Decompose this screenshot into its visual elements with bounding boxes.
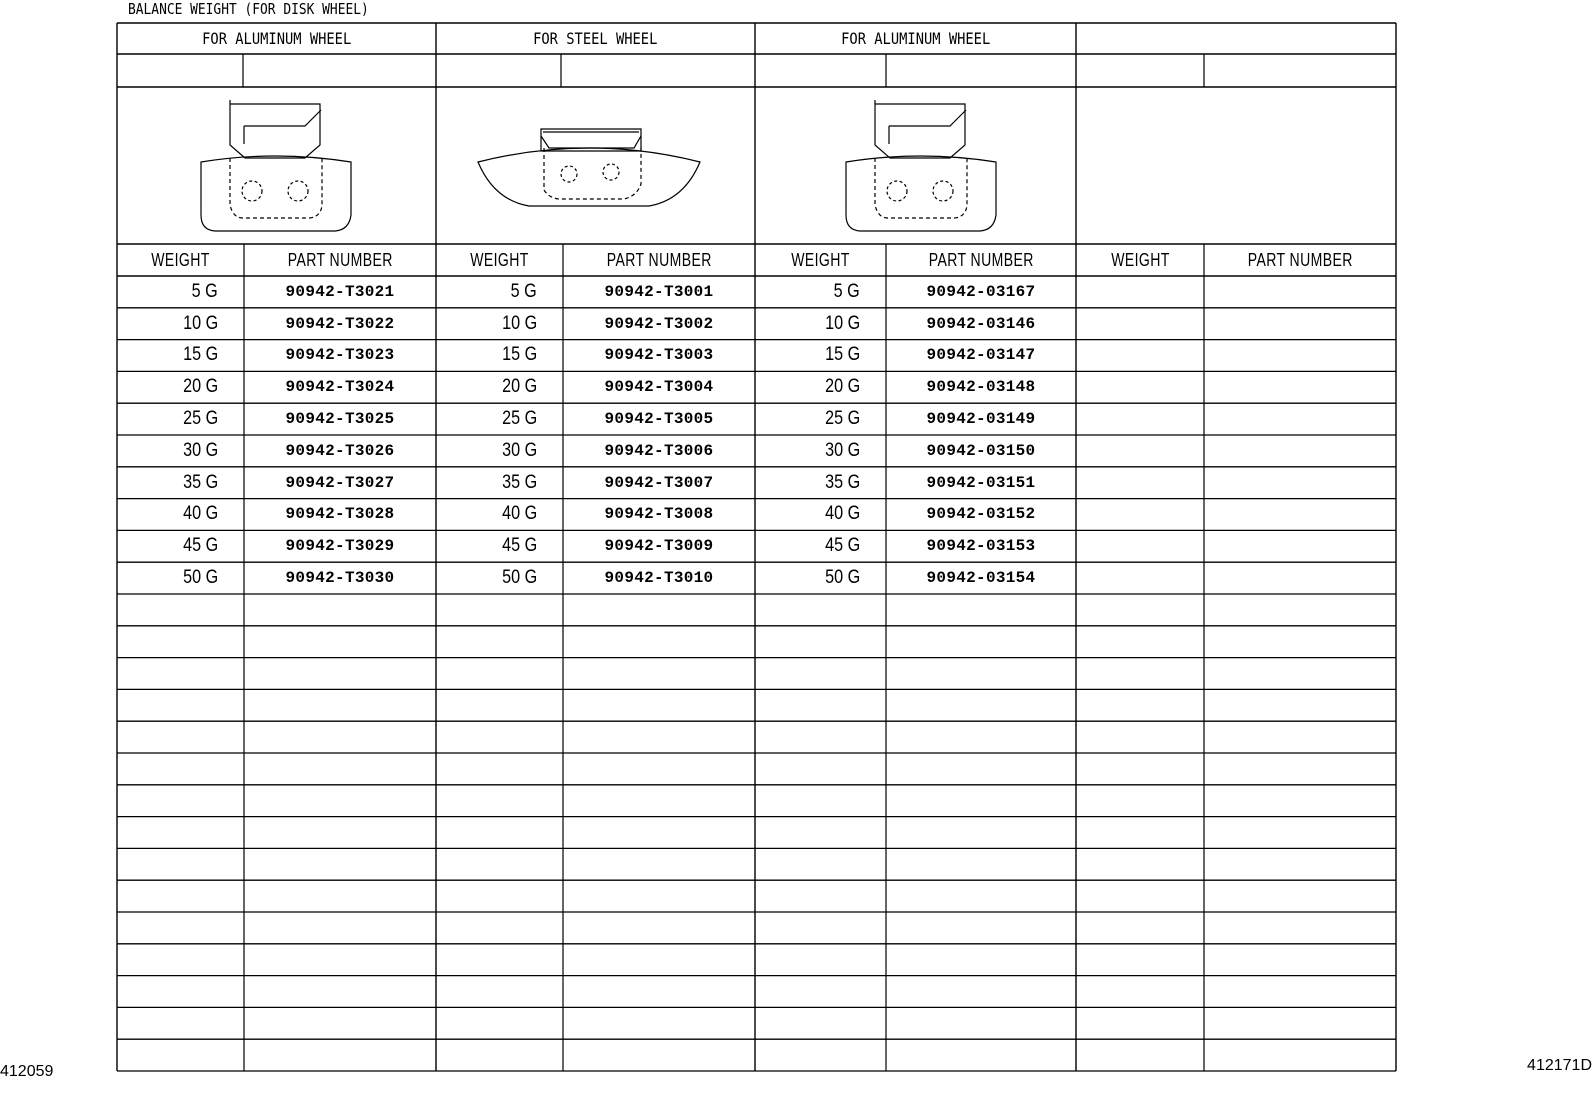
weight-cell [436,435,537,467]
weight-cell-text: 10 G [182,312,218,334]
group-header-1-text: FOR ALUMINUM WHEEL [201,29,352,48]
part-number-cell [563,403,755,435]
weight-cell-text: 40 G [824,503,860,525]
weight-cell-text: 40 G [182,503,218,525]
part-number-cell-text: 90942-03151 [926,473,1036,492]
weight-column-header-text: WEIGHT [470,249,529,270]
aluminum-wheel-clip-weight-icon [201,100,351,231]
part-number-column-header [563,244,755,276]
part-number-cell [886,340,1076,372]
weight-cell-text: 50 G [501,567,537,589]
weight-column-header [755,244,886,276]
part-number-cell [244,276,436,308]
part-number-cell-text: 90942-T3003 [604,346,714,365]
weight-cell-text: 10 G [501,312,537,334]
weight-cell [755,403,860,435]
weight-cell-text: 30 G [182,439,218,461]
part-number-cell [563,562,755,594]
steel-wheel-clip-weight-icon [478,129,700,206]
group-header-2 [436,23,755,54]
figure-code-left: 412059 [0,1063,54,1080]
part-number-cell [244,562,436,594]
part-number-cell [563,276,755,308]
part-number-cell-text: 90942-03153 [926,537,1036,556]
weight-cell-text: 20 G [182,376,218,398]
part-number-cell [244,499,436,531]
part-number-column-header-text: PART NUMBER [1247,249,1353,270]
weight-cell-text: 15 G [182,344,218,366]
part-number-cell [886,403,1076,435]
part-number-cell-text: 90942-T3008 [604,505,714,524]
weight-cell [436,403,537,435]
part-number-cell-text: 90942-T3025 [285,410,395,429]
weight-cell [755,340,860,372]
part-number-cell [244,403,436,435]
weight-cell [436,340,537,372]
part-number-cell [886,276,1076,308]
weight-column-header [117,244,244,276]
weight-cell-text: 25 G [501,408,537,430]
part-number-cell-text: 90942-T3002 [604,314,714,333]
weight-cell [755,562,860,594]
weight-cell-text: 5 G [191,280,218,302]
weight-cell [436,467,537,499]
weight-cell [117,340,218,372]
part-number-cell-text: 90942-03150 [926,441,1036,460]
part-number-cell-text: 90942-T3004 [604,378,714,397]
weight-cell-text: 25 G [824,408,860,430]
weight-cell-text: 5 G [510,280,537,302]
weight-cell [117,371,218,403]
weight-cell [436,562,537,594]
part-number-cell [244,371,436,403]
part-number-cell [563,530,755,562]
part-number-column-header-text: PART NUMBER [606,249,712,270]
page-title: BALANCE WEIGHT (FOR DISK WHEEL) [128,0,369,18]
weight-cell [755,467,860,499]
weight-cell [117,530,218,562]
part-number-column-header-text: PART NUMBER [287,249,393,270]
weight-cell-text: 15 G [824,344,860,366]
part-number-cell-text: 90942-T3027 [285,473,395,492]
part-number-cell-text: 90942-T3005 [604,410,714,429]
weight-column-header [436,244,563,276]
weight-cell-text: 35 G [182,471,218,493]
weight-cell-text: 30 G [824,439,860,461]
weight-cell [117,467,218,499]
weight-cell-text: 50 G [182,567,218,589]
weight-cell [436,499,537,531]
part-number-cell [244,308,436,340]
weight-cell-text: 45 G [824,535,860,557]
part-number-cell-text: 90942-03154 [926,569,1036,588]
weight-cell [436,308,537,340]
part-number-cell [886,308,1076,340]
part-number-cell-text: 90942-T3007 [604,473,714,492]
part-number-cell-text: 90942-T3026 [285,441,395,460]
part-number-cell-text: 90942-T3030 [285,569,395,588]
weight-cell [755,276,860,308]
part-number-cell-text: 90942-T3001 [604,282,714,301]
weight-column-header [1076,244,1204,276]
weight-cell-text: 10 G [824,312,860,334]
weight-cell-text: 40 G [501,503,537,525]
part-number-cell [886,562,1076,594]
part-number-cell-text: 90942-03148 [926,378,1036,397]
part-number-cell-text: 90942-03167 [926,282,1036,301]
part-number-cell-text: 90942-03146 [926,314,1036,333]
weight-cell-text: 15 G [501,344,537,366]
part-number-cell-text: 90942-T3029 [285,537,395,556]
part-number-cell-text: 90942-03152 [926,505,1036,524]
part-number-cell [244,530,436,562]
part-number-cell [563,308,755,340]
part-number-cell [563,435,755,467]
part-number-column-header [886,244,1076,276]
group-header-3-text: FOR ALUMINUM WHEEL [840,29,991,48]
part-number-cell-text: 90942-T3006 [604,441,714,460]
part-number-cell-text: 90942-T3028 [285,505,395,524]
weight-cell-text: 35 G [501,471,537,493]
aluminum-wheel-clip-weight-icon [846,100,996,231]
part-number-column-header [1204,244,1396,276]
part-number-cell-text: 90942-03149 [926,410,1036,429]
part-number-cell [563,340,755,372]
weight-cell-text: 50 G [824,567,860,589]
part-number-column-header [244,244,436,276]
weight-cell [436,276,537,308]
weight-cell [755,435,860,467]
weight-cell [117,403,218,435]
part-number-cell [563,499,755,531]
weight-cell [755,530,860,562]
weight-cell [755,499,860,531]
part-number-cell [886,371,1076,403]
part-number-column-header-text: PART NUMBER [928,249,1034,270]
weight-cell [117,562,218,594]
weight-cell-text: 20 G [501,376,537,398]
weight-cell [117,499,218,531]
weight-cell [755,308,860,340]
part-number-cell-text: 90942-T3022 [285,314,395,333]
weight-cell [436,530,537,562]
group-header-2-text: FOR STEEL WHEEL [533,29,658,48]
part-number-cell [563,467,755,499]
part-number-cell-text: 90942-T3023 [285,346,395,365]
part-number-cell [886,467,1076,499]
weight-column-header-text: WEIGHT [151,249,210,270]
part-number-cell [244,435,436,467]
weight-cell [755,371,860,403]
weight-cell-text: 35 G [824,471,860,493]
weight-cell [436,371,537,403]
part-number-cell [886,530,1076,562]
weight-cell-text: 5 G [833,280,860,302]
weight-cell-text: 45 G [182,535,218,557]
weight-cell-text: 25 G [182,408,218,430]
weight-cell-text: 30 G [501,439,537,461]
weight-column-header-text: WEIGHT [791,249,850,270]
weight-cell [117,276,218,308]
weight-column-header-text: WEIGHT [1110,249,1170,270]
part-number-cell-text: 90942-T3021 [285,282,395,301]
group-header-1 [117,23,436,54]
part-number-cell [563,371,755,403]
part-number-cell-text: 90942-T3024 [285,378,395,397]
weight-cell [117,308,218,340]
weight-cell [117,435,218,467]
part-number-cell [886,499,1076,531]
figure-code-right: 412171D [1527,1057,1592,1074]
group-header-3 [755,23,1076,54]
weight-cell-text: 20 G [824,376,860,398]
part-number-cell-text: 90942-03147 [926,346,1036,365]
part-number-cell-text: 90942-T3010 [604,569,714,588]
part-number-cell [244,467,436,499]
weight-cell-text: 45 G [501,535,537,557]
part-number-cell [244,340,436,372]
part-number-cell [886,435,1076,467]
part-number-cell-text: 90942-T3009 [604,537,714,556]
